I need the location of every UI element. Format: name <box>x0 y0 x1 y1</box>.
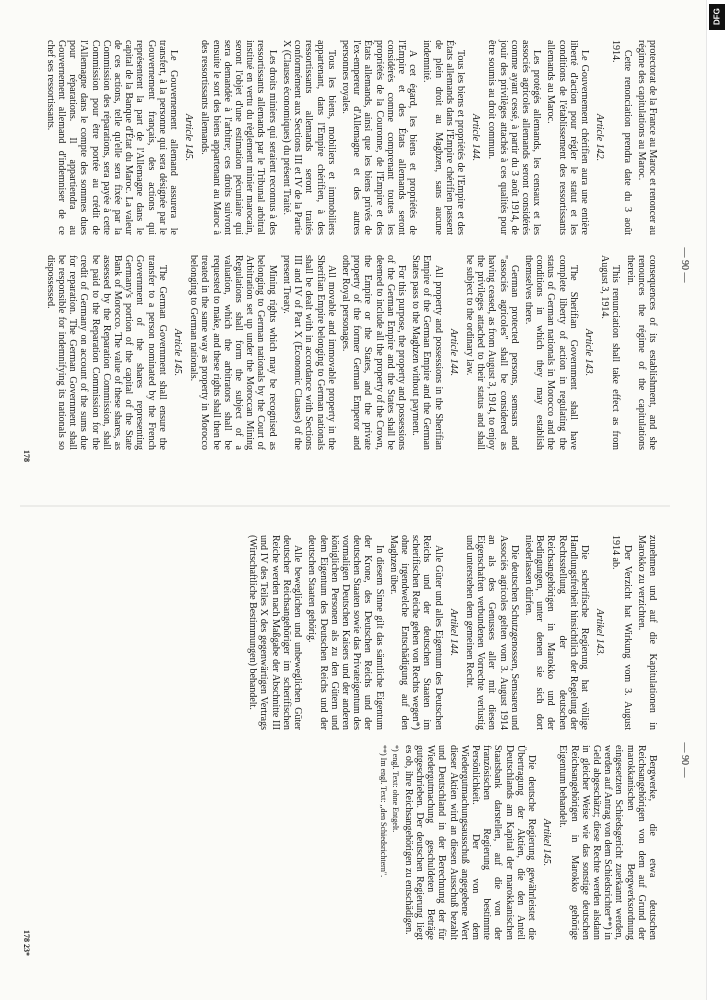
paragraph: Tous les biens, mobiliers et immobiliers appartenant, dans l'Empire chérifien, à des ressortissants allemands seront traités conformément aux Sections III et IV de la Partie X (Clauses économiques) du présent Traité. <box>280 40 337 235</box>
article-heading: Artikel 143. <box>594 608 606 657</box>
paragraph: All movable and immovable property in the Sherifian Empire belonging to German nationals shall be dealt with in accordance with Sections III and IV of Part X (Economic Clauses) of the present Treaty. <box>280 255 337 450</box>
paragraph: protectorat de la France au Maroc et renoncer au régime des capitulations au Maroc. <box>635 40 658 235</box>
paragraph: Les protégés allemands, les censaux et les associés agricoles allemands seront considérés comme ayant cessé, à partir du 3 août 1914, de jouir des privilèges attachés à ces qualités pour être soumis au droit commun. <box>486 40 543 235</box>
paragraph: Tous les biens et propriétés de l'Empire et des États allemands dans l'Empire chérifien passent de plein droit au Maghzen, sans aucune indemnité. <box>421 40 466 235</box>
paragraph: Le Gouvernement chérifien aura une entière liberté d'action pour régler le statut et les conditions de l'établissement des ressortissants allemands au Maroc. <box>545 40 590 235</box>
paragraph: All property and possessions in the Sherifian Empire of the German Empire and the German States pass to the Maghzen without payment. <box>410 255 444 450</box>
page-number-right: — 90 — <box>679 742 690 778</box>
paragraph: Der Verzicht hat Wirkung vom 3. August 1914 ab. <box>610 535 633 730</box>
paragraph: Alle Güter und alles Eigentum des Deutschen Reichs und der deutschen Staaten im scherifischen Reiche gehen von Rechts wegen*) ohne irgendwelche Entschädigung auf den Maghzen über. <box>387 535 444 730</box>
article-heading: Artikel 144. <box>447 608 459 657</box>
paragraph: consequences of its establishment, and she renounces the régime of the capitulations therein. <box>624 255 658 450</box>
page-gutter <box>20 505 670 507</box>
paragraph: Die deutsche Regierung gewährleistet die Übertragung der Aktien, die den Anteil Deutschlands am Kapital der marokkanischen Staatsbank darstellen, auf die von der französischen Regierung bestimmte Persönlichkeit. Der von dem Wiedergutmachungsausschuß angegebene Wert dieser Aktien wird an diesen Ausschuß bezahlt und Deutschland in der Berechnung der für Wiedergutmachung geschuldeten Beträge gutgeschrieben. Der deutschen Regierung liegt es ob, ihre Reichsangehörigen zu entschädigen. <box>402 745 537 940</box>
paragraph: Die scherifische Regierung hat völlige Handlungsfreiheit hinsichtlich der Regelung der Rechtsstellung der deutschen Reichsangehörigen in Marokko und der Bedingungen, unter denen sie sich dort niederlassen dürfen. <box>522 535 590 730</box>
article-heading: Article 144. <box>447 328 459 377</box>
article-heading: Article 145. <box>172 328 184 377</box>
article-heading: Article 142. <box>594 113 606 162</box>
printer-signature-right: 178 23* <box>22 930 31 956</box>
paragraph: A cet égard, les biens et propriétés de l'Empire et des États allemands seront considérés comme comprenant toutes les propriétés de la Couronne, de l'Empire et des États allemands, ainsi que les biens privés de l'ex-empereur d'Allemagne et des autres personnes royales. <box>339 40 419 235</box>
page-number-left: — 90 — <box>679 247 690 283</box>
german-column-1 <box>244 535 658 730</box>
paragraph: This renunciation shall take effect as from August 3, 1914. <box>599 255 622 450</box>
english-column <box>42 255 658 450</box>
french-column <box>42 40 658 235</box>
paragraph: The German Government shall ensure the transfer to a person nominated by the French Government of the shares representing Germany's portion of the capital of the State Bank of Morocco. The value of these shares, as assessed by the Reparation Commission, shall be paid to the Reparation Commission for the credit of Germany on account of the sums due for reparation. The German Government shall be responsible for indemnifying its nationals so dispossessed. <box>44 255 168 450</box>
paragraph: Le Gouvernement allemand assurera le transfert, à la personne qui sera désignée par le Gouvernement français, des actions qui représentent la part de l'Allemagne dans le capital de la Banque d'État du Maroc. La valeur de ces actions, telle qu'elle sera fixée par la Commission des réparations, sera payée à cette Commission pour être portée au crédit de l'Allemagne dans le compte des sommes dues pour réparations. Il appartiendra au Gouvernement allemand d'indemniser de ce chef ses ressortissants. <box>44 40 180 235</box>
paragraph: German protected persons, semsars and "associés agricoles" shall be considered as having ceased, as from August 3, 1914, to enjoy the privileges attached to their status and shall be subject to the ordinary law. <box>463 255 520 450</box>
paragraph: Die deutschen Schutzgenossen, Semsaren und Associés agricoles gelten vom 3. August 1914 an als des Genusses aller mit diesen Eigenschaften verbundenen Vorrechte verlustig und unterstehen dem gemeinen Recht. <box>463 535 520 730</box>
paragraph: In diesem Sinne gilt das sämtliche Eigentum der Krone, des Deutschen Reichs und der deutschen Staaten sowie das Privateigentum des vormaligen Deutschen Kaisers und der anderen königlichen Personen als zu den Gütern und dem Eigentum des Deutschen Reichs und der deutschen Staaten gehörig. <box>306 535 385 730</box>
german-column-2 <box>376 745 658 940</box>
digitisation-strip <box>706 0 727 1000</box>
paragraph: Mining rights which may be recognised as belonging to German nationals by the Court of Arbitration set up under the Moroccan Mining Regulations shall form the subject of a valuation, which the arbitrators shall be requested to make, and these rights shall then be treated in the same way as property in Morocco belonging to German nationals. <box>188 255 278 450</box>
printer-signature-left: 178 <box>22 450 31 462</box>
paragraph: The Sherifian Government shall have complete liberty of action in regulating the status of German nationals in Morocco and the conditions in which they may establish themselves there. <box>522 255 579 450</box>
article-heading: Article 143. <box>582 328 594 377</box>
paragraph: Alle beweglichen und unbeweglichen Güter deutscher Reichsangehöriger im scherifischen Reiche werden nach Maßgabe der Abschnitte III und IV des Teiles X des gegenwärtigen Vertrags (Wirtschaftliche Bestimmungen) behandelt. <box>247 535 304 730</box>
footnote: *) engl. Text: ohne Entgelt. <box>390 745 400 833</box>
dfg-logo-icon: DFG <box>709 4 725 30</box>
footnote: **) Im engl. Text: ,,den Schiedsrichtern". <box>378 745 388 878</box>
paragraph: Cette renonciation prendra date du 3 août 1914. <box>610 40 633 235</box>
paragraph: zunehmen und auf die Kapitulationen in Marokko zu verzichten. <box>635 535 658 730</box>
paragraph: Les droits miniers qui seraient reconnus à des ressortissants allemands par le Tribunal arbitral institué en vertu du règlement minier marocain, seront l'objet d'une estimation pécuniaire qui sera demandée à l'arbitre; ces droits suivront ensuite le sort des biens appartenant au Maroc à des ressortissants allemands. <box>199 40 278 235</box>
article-heading: Article 145. <box>183 113 195 162</box>
paragraph: Bergwerke, die etwa deutschen Reichsangehörigen von dem auf Grund der marokkanischen Bergwerksordnung eingesetzten Schiedsgericht zuerkannt werden, werden auf Antrag von dem Schiedsrichter**) in Geld abgeschätzt; diese Rechte werden alsdann in gleicher Weise wie das sonstige deutschen Reichsangehörigen in Marokko gehörige Eigentum behandelt. <box>557 745 658 940</box>
article-heading: Article 144. <box>470 113 482 162</box>
article-heading: Artikel 145. <box>541 818 553 867</box>
paragraph: For this purpose, the property and possessions of the German Empire and the States shall be deemed to include all the property of the Crown, the Empire or the States, and the private property of the former German Emperor and other Royal personages. <box>339 255 407 450</box>
